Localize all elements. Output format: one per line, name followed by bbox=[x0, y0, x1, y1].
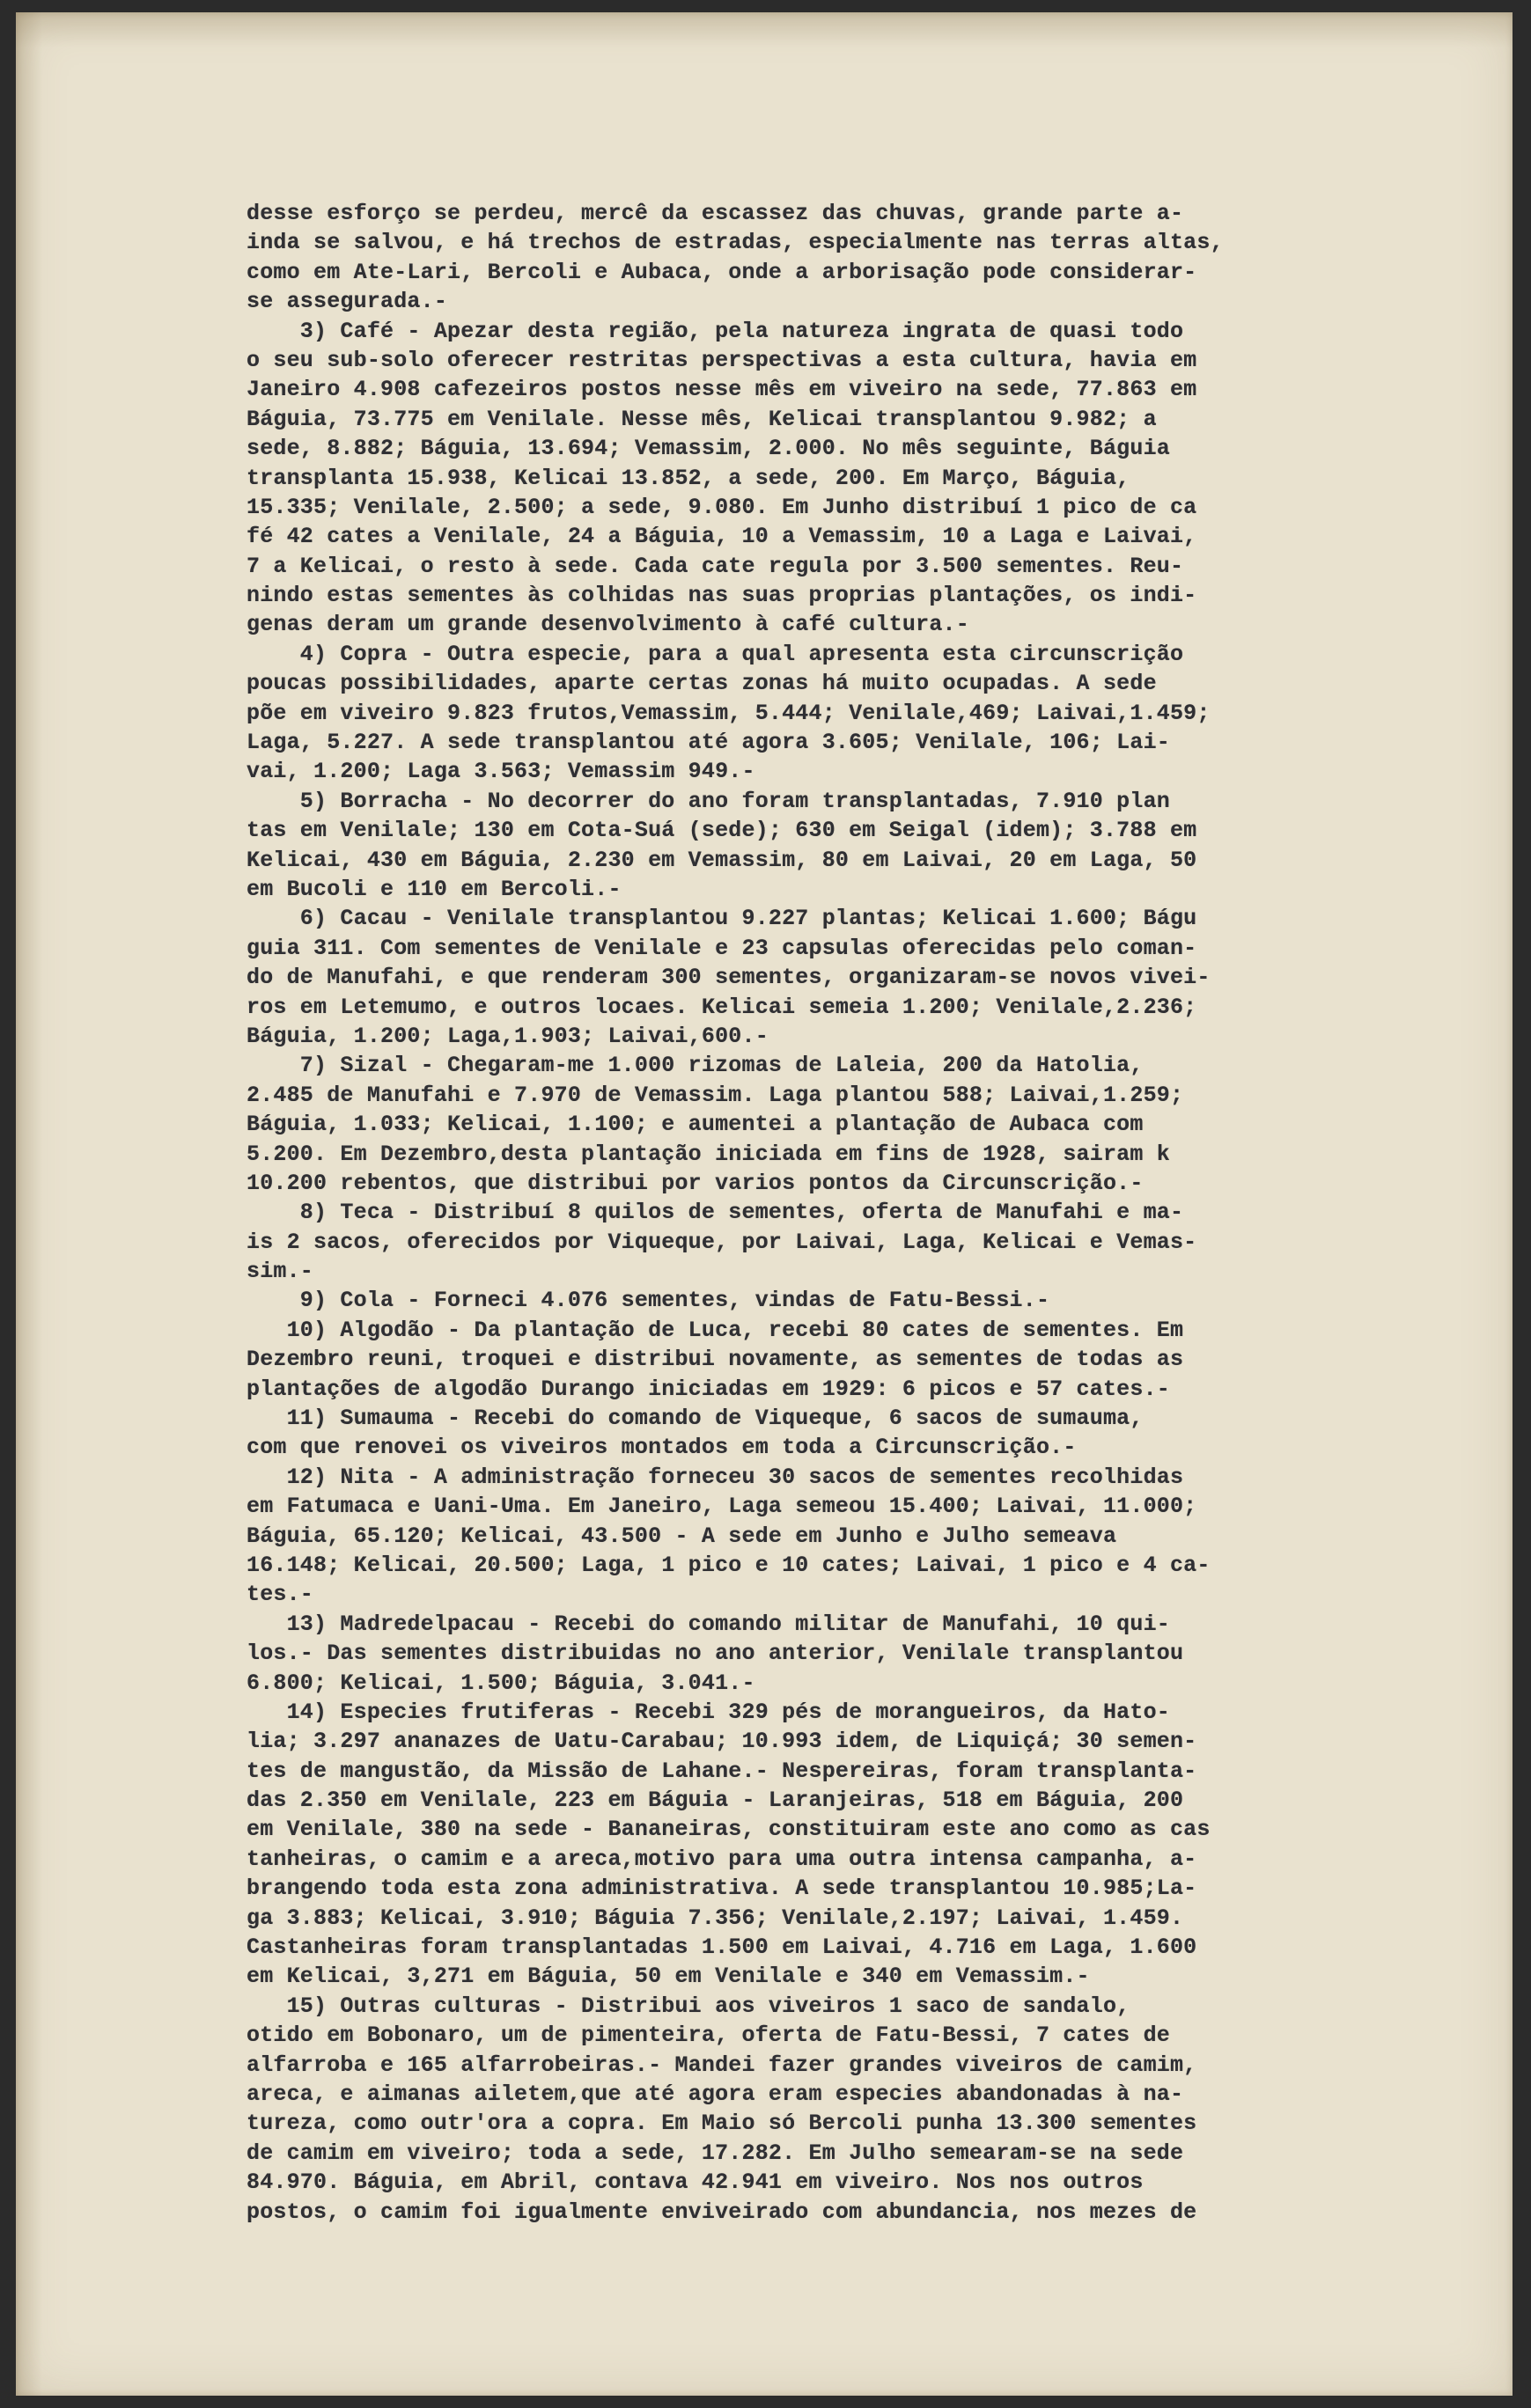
text-line: Báguia, 65.120; Kelicai, 43.500 - A sede em Junho e Julho semeava bbox=[247, 1523, 1117, 1549]
text-line: 10.200 rebentos, que distribui por varios pontos da Circunscrição.- bbox=[247, 1170, 1144, 1196]
text-line: ga 3.883; Kelicai, 3.910; Báguia 7.356; Venilale,2.197; Laivai, 1.459. bbox=[247, 1905, 1184, 1931]
text-line: poucas possibilidades, aparte certas zonas há muito ocupadas. A sede bbox=[247, 671, 1157, 697]
text-line: Laga, 5.227. A sede transplantou até agora 3.605; Venilale, 106; Lai- bbox=[247, 730, 1170, 756]
text-line: Báguia, 73.775 em Venilale. Nesse mês, Kelicai transplantou 9.982; a bbox=[247, 406, 1157, 432]
text-line: do de Manufahi, e que renderam 300 sementes, organizaram-se novos vivei- bbox=[247, 965, 1211, 991]
text-line: põe em viveiro 9.823 frutos,Vemassim, 5.444; Venilale,469; Laivai,1.459; bbox=[247, 700, 1211, 726]
text-line: o seu sub-solo oferecer restritas perspectivas a esta cultura, havia em bbox=[247, 347, 1197, 373]
text-line: 9) Cola - Forneci 4.076 sementes, vindas de Fatu-Bessi.- bbox=[247, 1288, 1050, 1314]
text-line: Kelicai, 430 em Báguia, 2.230 em Vemassim, 80 em Laivai, 20 em Laga, 50 bbox=[247, 847, 1197, 873]
text-line: tanheiras, o camim e a areca,motivo para uma outra intensa campanha, a- bbox=[247, 1846, 1197, 1872]
text-line: em Fatumaca e Uani-Uma. Em Janeiro, Laga semeou 15.400; Laivai, 11.000; bbox=[247, 1494, 1197, 1520]
text-line: tas em Venilale; 130 em Cota-Suá (sede); 630 em Seigal (idem); 3.788 em bbox=[247, 818, 1197, 844]
text-line: em Venilale, 380 na sede - Bananeiras, constituiram este ano como as cas bbox=[247, 1817, 1211, 1843]
text-line: postos, o camim foi igualmente enviveirado com abundancia, nos mezes de bbox=[247, 2199, 1197, 2225]
text-line: los.- Das sementes distribuidas no ano anterior, Venilale transplantou bbox=[247, 1641, 1184, 1667]
text-line: 4) Copra - Outra especie, para a qual apresenta esta circunscrição bbox=[247, 641, 1184, 667]
text-line: se assegurada.- bbox=[247, 289, 448, 315]
text-line: 10) Algodão - Da plantação de Luca, recebi 80 cates de sementes. Em bbox=[247, 1317, 1184, 1343]
text-line: Dezembro reuni, troquei e distribui novamente, as sementes de todas as bbox=[247, 1347, 1184, 1373]
text-line: tes de mangustão, da Missão de Lahane.- Nespereiras, foram transplanta- bbox=[247, 1758, 1197, 1784]
text-line: em Bucoli e 110 em Bercoli.- bbox=[247, 876, 622, 902]
text-line: transplanta 15.938, Kelicai 13.852, a sede, 200. Em Março, Báguia, bbox=[247, 465, 1130, 491]
text-line: alfarroba e 165 alfarrobeiras.- Mandei fazer grandes viveiros de camim, bbox=[247, 2052, 1197, 2078]
text-line: sim.- bbox=[247, 1259, 314, 1285]
text-line: tes.- bbox=[247, 1582, 314, 1608]
text-line: 15.335; Venilale, 2.500; a sede, 9.080. Em Junho distribuí 1 pico de ca bbox=[247, 494, 1197, 520]
text-line: is 2 sacos, oferecidos por Viqueque, por Laivai, Laga, Kelicai e Vemas- bbox=[247, 1229, 1197, 1255]
text-line: 6) Cacau - Venilale transplantou 9.227 plantas; Kelicai 1.600; Bágu bbox=[247, 906, 1197, 932]
text-line: 7 a Kelicai, o resto à sede. Cada cate regula por 3.500 sementes. Reu- bbox=[247, 553, 1184, 579]
text-line: vai, 1.200; Laga 3.563; Vemassim 949.- bbox=[247, 759, 755, 785]
text-line: lia; 3.297 ananazes de Uatu-Carabau; 10.993 idem, de Liquiçá; 30 semen- bbox=[247, 1729, 1197, 1755]
text-line: Báguia, 1.200; Laga,1.903; Laivai,600.- bbox=[247, 1023, 769, 1049]
text-line: inda se salvou, e há trechos de estradas, especialmente nas terras altas, bbox=[247, 230, 1224, 256]
text-line: brangendo toda esta zona administrativa. A sede transplantou 10.985;La- bbox=[247, 1876, 1197, 1902]
text-line: 2.485 de Manufahi e 7.970 de Vemassim. Laga plantou 588; Laivai,1.259; bbox=[247, 1082, 1184, 1108]
text-line: 16.148; Kelicai, 20.500; Laga, 1 pico e 10 cates; Laivai, 1 pico e 4 ca- bbox=[247, 1552, 1211, 1578]
text-line: 3) Café - Apezar desta região, pela natureza ingrata de quasi todo bbox=[247, 318, 1184, 344]
text-line: 6.800; Kelicai, 1.500; Báguia, 3.041.- bbox=[247, 1670, 755, 1696]
text-line: 14) Especies frutiferas - Recebi 329 pés de morangueiros, da Hato- bbox=[247, 1699, 1170, 1725]
text-line: 7) Sizal - Chegaram-me 1.000 rizomas de Laleia, 200 da Hatolia, bbox=[247, 1053, 1144, 1079]
text-line: como em Ate-Lari, Bercoli e Aubaca, onde a arborisação pode considerar- bbox=[247, 259, 1197, 285]
typewritten-text bbox=[247, 199, 1497, 2227]
text-line: nindo estas sementes às colhidas nas suas proprias plantações, os indi- bbox=[247, 583, 1197, 609]
text-line: desse esforço se perdeu, mercê da escassez das chuvas, grande parte a- bbox=[247, 201, 1184, 226]
text-line: tureza, como outr'ora a copra. Em Maio só Bercoli punha 13.300 sementes bbox=[247, 2111, 1197, 2137]
text-line: em Kelicai, 3,271 em Báguia, 50 em Venilale e 340 em Vemassim.- bbox=[247, 1964, 1090, 1990]
text-line: das 2.350 em Venilale, 223 em Báguia - Laranjeiras, 518 em Báguia, 200 bbox=[247, 1788, 1184, 1814]
text-line: 5.200. Em Dezembro,desta plantação iniciada em fins de 1928, sairam k bbox=[247, 1141, 1170, 1167]
text-line: 5) Borracha - No decorrer do ano foram transplantadas, 7.910 plan bbox=[247, 788, 1170, 814]
document-page bbox=[16, 12, 1513, 2396]
text-line: ros em Letemumo, e outros locaes. Kelicai semeia 1.200; Venilale,2.236; bbox=[247, 994, 1197, 1020]
text-line: 8) Teca - Distribuí 8 quilos de sementes, oferta de Manufahi e ma- bbox=[247, 1200, 1184, 1226]
text-line: Castanheiras foram transplantadas 1.500 em Laivai, 4.716 em Laga, 1.600 bbox=[247, 1934, 1197, 1961]
text-line: otido em Bobonaro, um de pimenteira, oferta de Fatu-Bessi, 7 cates de bbox=[247, 2023, 1170, 2049]
text-line: 15) Outras culturas - Distribui aos viveiros 1 saco de sandalo, bbox=[247, 1993, 1130, 2019]
text-line: de camim em viveiro; toda a sede, 17.282. Em Julho semearam-se na sede bbox=[247, 2140, 1184, 2166]
text-line: sede, 8.882; Báguia, 13.694; Vemassim, 2.000. No mês seguinte, Báguia bbox=[247, 436, 1170, 462]
text-line: com que renovei os viveiros montados em toda a Circunscrição.- bbox=[247, 1435, 1077, 1461]
text-line: areca, e aimanas ailetem,que até agora eram especies abandonadas à na- bbox=[247, 2081, 1184, 2107]
text-line: 11) Sumauma - Recebi do comando de Viqueque, 6 sacos de sumauma, bbox=[247, 1406, 1144, 1432]
text-line: 13) Madredelpacau - Recebi do comando militar de Manufahi, 10 qui- bbox=[247, 1611, 1170, 1637]
text-line: genas deram um grande desenvolvimento à café cultura.- bbox=[247, 612, 969, 638]
text-line: Báguia, 1.033; Kelicai, 1.100; e aumentei a plantação de Aubaca com bbox=[247, 1112, 1144, 1138]
text-line: Janeiro 4.908 cafezeiros postos nesse mês em viveiro na sede, 77.863 em bbox=[247, 377, 1197, 403]
text-line: plantações de algodão Durango iniciadas em 1929: 6 picos e 57 cates.- bbox=[247, 1376, 1170, 1402]
text-line: 84.970. Báguia, em Abril, contava 42.941 em viveiro. Nos nos outros bbox=[247, 2169, 1144, 2196]
text-line: guia 311. Com sementes de Venilale e 23 capsulas oferecidas pelo coman- bbox=[247, 935, 1197, 961]
text-line: fé 42 cates a Venilale, 24 a Báguia, 10 a Vemassim, 10 a Laga e Laivai, bbox=[247, 524, 1197, 550]
text-line: 12) Nita - A administração forneceu 30 sacos de sementes recolhidas bbox=[247, 1464, 1184, 1490]
